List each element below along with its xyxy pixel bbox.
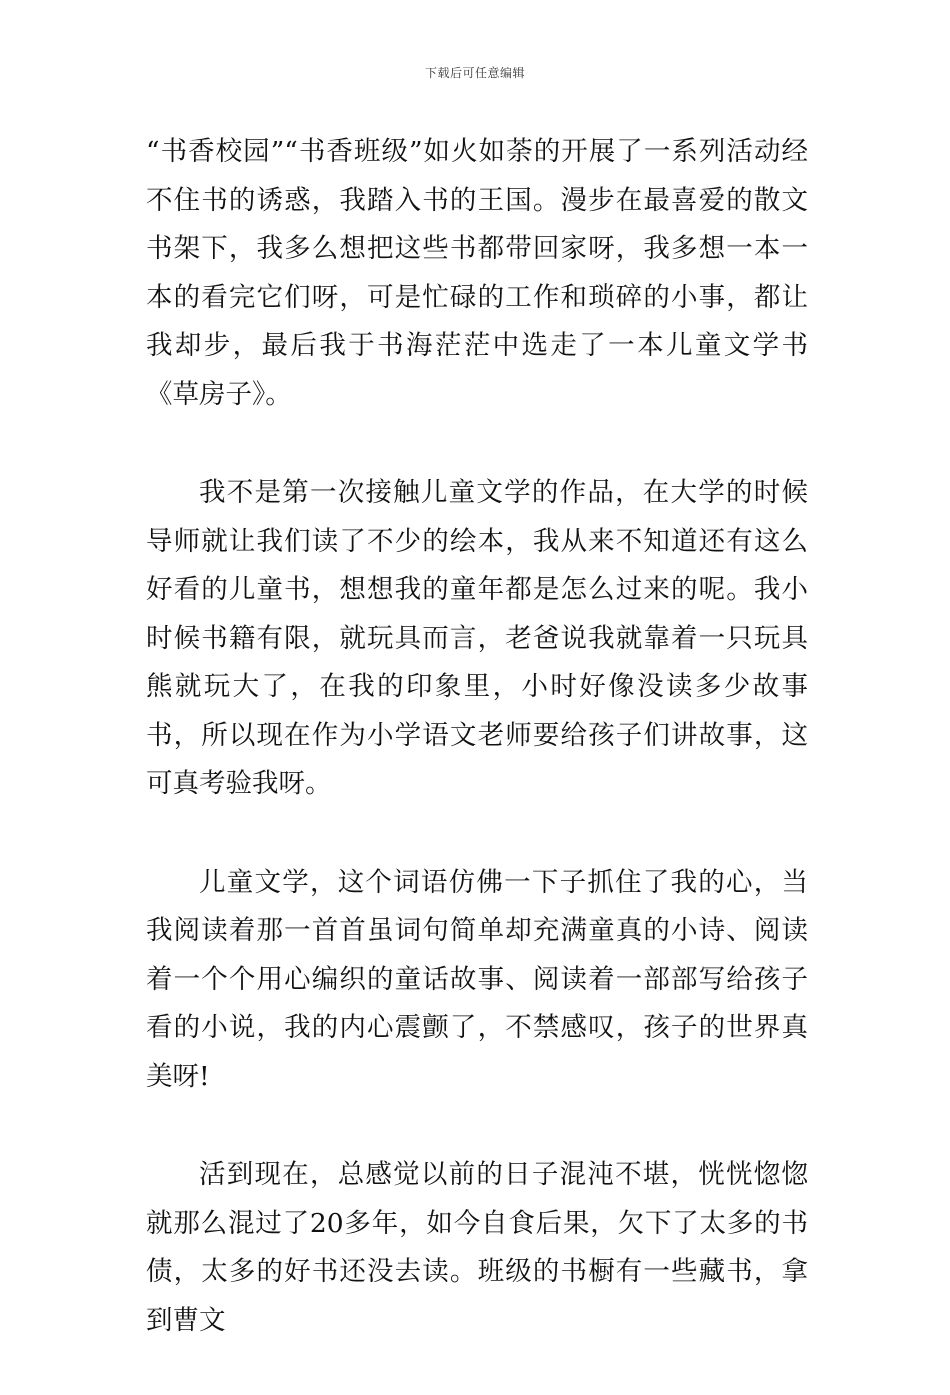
paragraph-1: “书香校园”“书香班级”如火如荼的开展了一系列活动经不住书的诱惑，我踏入书的王国。漫步在最喜爱的散文书架下，我多么想把这些书都带回家呀，我多想一本一本的看完它们呀，可是忙碌的工作和琐碎的小事，都让我却步，最后我于书海茫茫中选走了一本儿童文学书《草房子》。 [146,136,808,410]
paragraph-3: 儿童文学，这个词语仿佛一下子抓住了我的心，当我阅读着那一首首虽词句简单却充满童真的小诗、阅读着一个个用心编织的童话故事、阅读着一部部写给孩子看的小说，我的内心震颤了，不禁感叹，孩子的世界真美呀! [146,866,808,1092]
document-body [146,128,808,1395]
paragraph-4: 活到现在，总感觉以前的日子混沌不堪，恍恍惚惚就那么混过了20多年，如今自食后果，欠下了太多的书债，太多的好书还没去读。班级的书橱有一些藏书，拿到曹文 [146,1159,808,1336]
header-note: 下载后可任意编辑 [424,66,525,80]
paragraph-2: 我不是第一次接触儿童文学的作品，在大学的时候导师就让我们读了不少的绘本，我从来不知道还有这么好看的儿童书，想想我的童年都是怎么过来的呢。我小时候书籍有限，就玩具而言，老爸说我就靠着一只玩具熊就玩大了，在我的印象里，小时好像没读多少故事书，所以现在作为小学语文老师要给孩子们讲故事，这可真考验我呀。 [146,477,808,799]
